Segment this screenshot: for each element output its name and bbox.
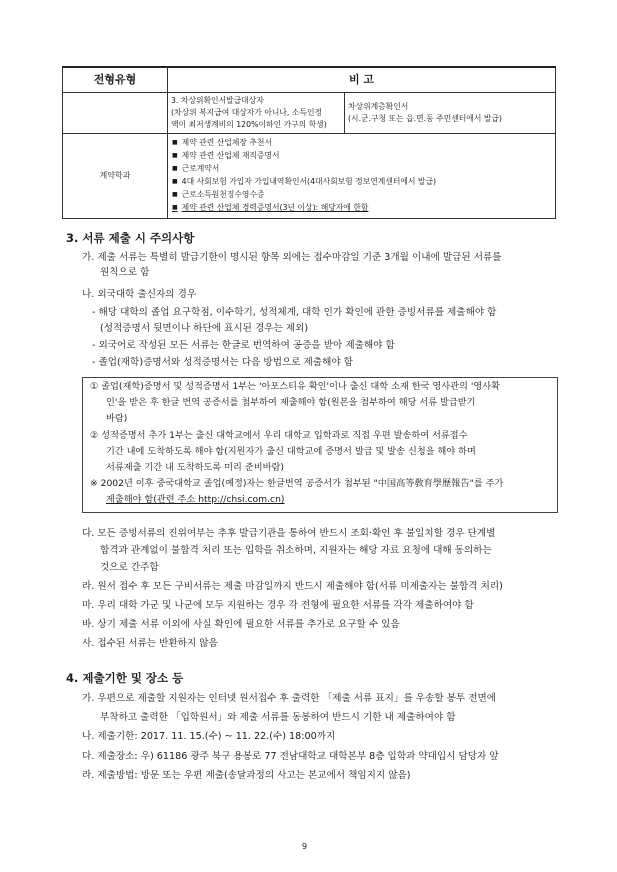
section4-title: 4. 제출기한 및 장소 등 (66, 671, 184, 685)
box-line: 바람) (106, 413, 128, 424)
section3-title: 3. 서류 제출 시 주의사항 (66, 231, 195, 245)
table-row (63, 134, 556, 219)
section3-ra: 라. 원서 접수 후 모든 구비서류는 제출 마감일까지 반드시 제출해야 함(서류 미제출자는 불합격 처리) (82, 581, 503, 592)
section3-na: 나. 외국대학 출신자의 경우 (82, 289, 197, 300)
box-line: ※ 2002년 이후 중국대학교 졸업(예정)자는 한글번역 공증서가 첨부된 "中国高等敎育學歷報告"를 주가 (90, 478, 504, 489)
section4-da: 다. 제출장소: 우) 61186 광주 북구 용봉로 77 전남대학교 대학본부 8층 입학과 약대입시 담당자 앞 (82, 751, 499, 762)
row1-left-line: 3. 차상위확인서발급대상자 (171, 96, 264, 105)
table-header-row (63, 67, 556, 93)
section3-na-item: - 해당 대학의 졸업 요구학점, 이수학기, 성적체계, 대학 인가 확인에 관한 증빙서류를 제출해야 함 (92, 307, 497, 318)
section3-na-item: (성적증명서 뒷면이나 하단에 표시된 경우는 제외) (100, 323, 309, 334)
col-header-type: 전형유형 (63, 67, 168, 93)
section3-ma: 마. 우리 대학 가군 및 나군에 모두 지원하는 경우 각 전형에 필요한 서류를 각각 제출하여야 함 (82, 600, 474, 611)
col-header-note: 비 고 (168, 67, 556, 93)
section3-ga-line2: 원칙으로 함 (100, 267, 150, 278)
list-item: ■ 근로소득원천징수영수증 (172, 189, 551, 202)
row2-type-cell: 계약학과 (63, 134, 168, 219)
box-line: 서류제출 기간 내 도착하도록 미리 준비바람) (106, 462, 284, 473)
row1-right-line: 차상위계층확인서 (348, 102, 409, 111)
box-line: 인'을 받은 후 한글 번역 공증서를 첨부하여 제출해야 함(원본을 첨부하여 해당 서류 발급받기 (106, 397, 476, 408)
section3-ba: 바. 상기 제출 서류 이외에 사실 확인에 필요한 서류를 추가로 요구할 수 있음 (82, 619, 400, 630)
list-item: ■ 제약 관련 산업체 경력증명서(3년 이상): 해당자에 한함 (172, 202, 551, 215)
row1-left-line: 액이 최저생계비의 120%이하인 가구의 학생) (171, 120, 327, 129)
page-number: 9 (302, 842, 308, 851)
section3-da-line2: 합격과 관계없이 불합격 처리 또는 입학을 취소하며, 지원자는 해당 자료 요청에 대해 동의하는 (100, 545, 492, 556)
list-item: ■ 제약 관련 산업체장 추천서 (172, 137, 551, 150)
list-item: ■ 4대 사회보험 가입자 가입내역확인서(4대사회보험 정보연계센터에서 발급) (172, 176, 551, 189)
section3-da-line3: 것으로 간주함 (100, 562, 159, 573)
row1-right-cell (345, 93, 556, 134)
box-line: 기간 내에 도착하도록 해야 함(지원자가 출신 대학교에 증명서 발급 및 발송 신청을 해야 하며 (106, 446, 476, 457)
table-row (63, 93, 556, 134)
row1-left-line: (차상위 복지급여 대상자가 아니나, 소득인정 (171, 108, 323, 117)
box-line: 제출해야 함(관련 주소 http://chsi.com.cn) (106, 494, 285, 505)
required-documents-table (62, 66, 556, 219)
section3-na-item: - 졸업(재학)증명서와 성적증명서는 다음 방법으로 제출해야 함 (92, 357, 353, 368)
box-line: ① 졸업(재학)증명서 및 성적증명서 1부는 '아포스티유 확인'이나 출신 대학 소재 한국 영사관의 '영사확 (90, 381, 501, 392)
row2-items-cell (168, 134, 556, 219)
row1-left-cell (168, 93, 345, 134)
row1-type-cell (63, 93, 168, 134)
list-item: ■ 근로계약서 (172, 163, 551, 176)
section4-ra: 라. 제출방법: 방문 또는 우편 제출(송달과정의 사고는 본교에서 책임지지 않음) (82, 770, 411, 781)
section4-na: 나. 제출기한: 2017. 11. 15.(수) ~ 11. 22.(수) 18:00까지 (82, 731, 336, 742)
row1-right-line: (시.군.구청 또는 읍.면.동 주민센터에서 발급) (348, 114, 502, 123)
section4-ga-line1: 가. 우편으로 제출할 지원자는 인터넷 원서접수 후 출력한 「제출 서류 표지」를 우송할 봉투 전면에 (82, 693, 497, 704)
section3-da-line1: 다. 모든 증빙서류의 진위여부는 추후 발급기관을 통하여 반드시 조회·확인 후 불일치할 경우 단계별 (82, 528, 496, 539)
section3-ga-line1: 가. 제출 서류는 특별히 발급기한이 명시된 항목 외에는 접수마감일 기준 3개월 이내에 발급된 서류를 (82, 252, 502, 263)
section4-ga-line2: 부착하고 출력한 「입학원서」와 제출 서류를 동봉하여 반드시 기한 내 제출하여야 함 (100, 712, 456, 723)
box-line: ② 성적증명서 추가 1부는 출신 대학교에서 우리 대학교 입학과로 직접 우편 발송하여 서류접수 (90, 430, 468, 441)
section3-sa: 사. 접수된 서류는 반환하지 않음 (82, 638, 218, 649)
list-item: ■ 제약 관련 산업체 재직증명서 (172, 150, 551, 163)
section3-na-item: - 외국어로 작성된 모든 서류는 한글로 번역하여 공증을 받아 제출해야 함 (92, 340, 395, 351)
